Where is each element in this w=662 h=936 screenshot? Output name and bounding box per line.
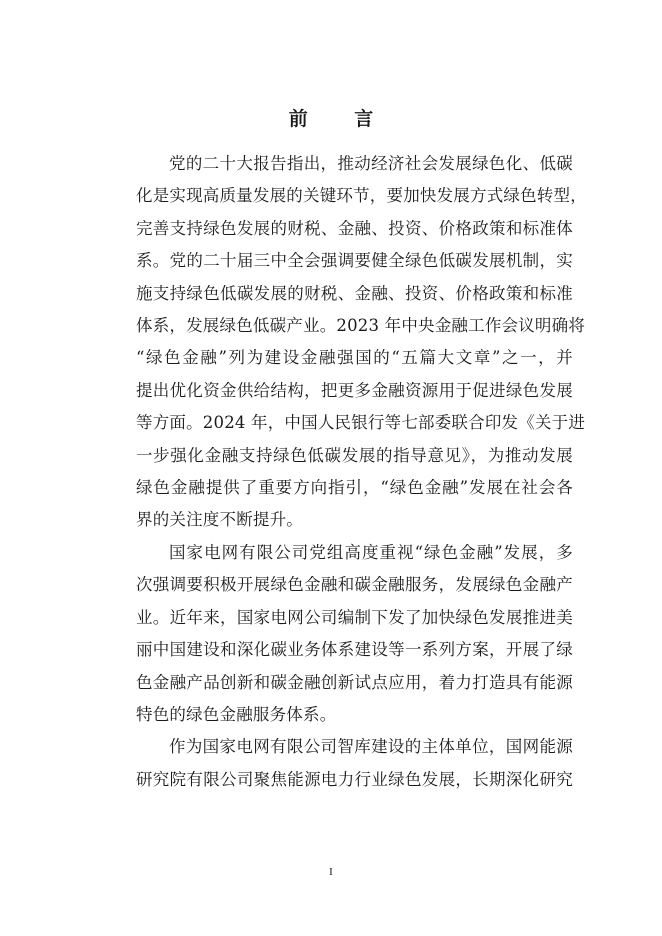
text-line: “绿色金融”列为建设金融强国的“五篇大文章”之一，并 (136, 348, 573, 368)
text-line: 等方面。2024 年，中国人民银行等七部委联合印发《关于进 (136, 413, 586, 433)
text-line: 化是实现高质量发展的关键环节，要加快发展方式绿色转型， (136, 186, 587, 206)
page-title: 前 言 (288, 108, 394, 130)
text-line: 色金融产品创新和碳金融创新试点应用，着力打造具有能源 (136, 672, 573, 692)
text-line: 丽中国建设和深化碳业务体系建设等一系列方案，开展了绿 (136, 640, 573, 660)
text-line: 施支持绿色低碳发展的财税、金融、投资、价格政策和标准 (136, 283, 573, 303)
text-line: 国家电网有限公司党组高度重视“绿色金融”发展，多 (169, 542, 573, 562)
paragraph-2 (103, 537, 573, 731)
paragraph-3 (103, 731, 573, 796)
text-line: 界的关注度不断提升。 (136, 510, 303, 530)
paragraph-1 (103, 148, 587, 537)
text-line: 次强调要积极开展绿色金融和碳金融服务，发展绿色金融产 (136, 575, 573, 595)
text-line: 绿色金融提供了重要方向指引，“绿色金融”发展在社会各 (136, 478, 573, 498)
page-number: I (329, 866, 333, 878)
text-line: 系。党的二十届三中全会强调要健全绿色低碳发展机制，实 (136, 251, 573, 271)
text-line: 体系，发展绿色低碳产业。2023 年中央金融工作会议明确将 (136, 316, 586, 336)
text-line: 特色的绿色金融服务体系。 (136, 704, 337, 724)
text-line: 党的二十大报告指出，推动经济社会发展绿色化、低碳 (169, 154, 573, 173)
text-line: 一步强化金融支持绿色低碳发展的指导意见》，为推动发展 (136, 445, 573, 465)
text-line: 提出优化资金供给结构，把更多金融资源用于促进绿色发展 (136, 380, 573, 400)
text-line: 作为国家电网有限公司智库建设的主体单位，国网能源 (169, 737, 573, 757)
text-line: 完善支持绿色发展的财税、金融、投资、价格政策和标准体 (136, 218, 573, 238)
text-line: 研究院有限公司聚焦能源电力行业绿色发展，长期深化研究 (136, 769, 573, 789)
text-line: 业。近年来，国家电网公司编制下发了加快绿色发展推进美 (136, 607, 573, 627)
document-body (103, 148, 587, 796)
